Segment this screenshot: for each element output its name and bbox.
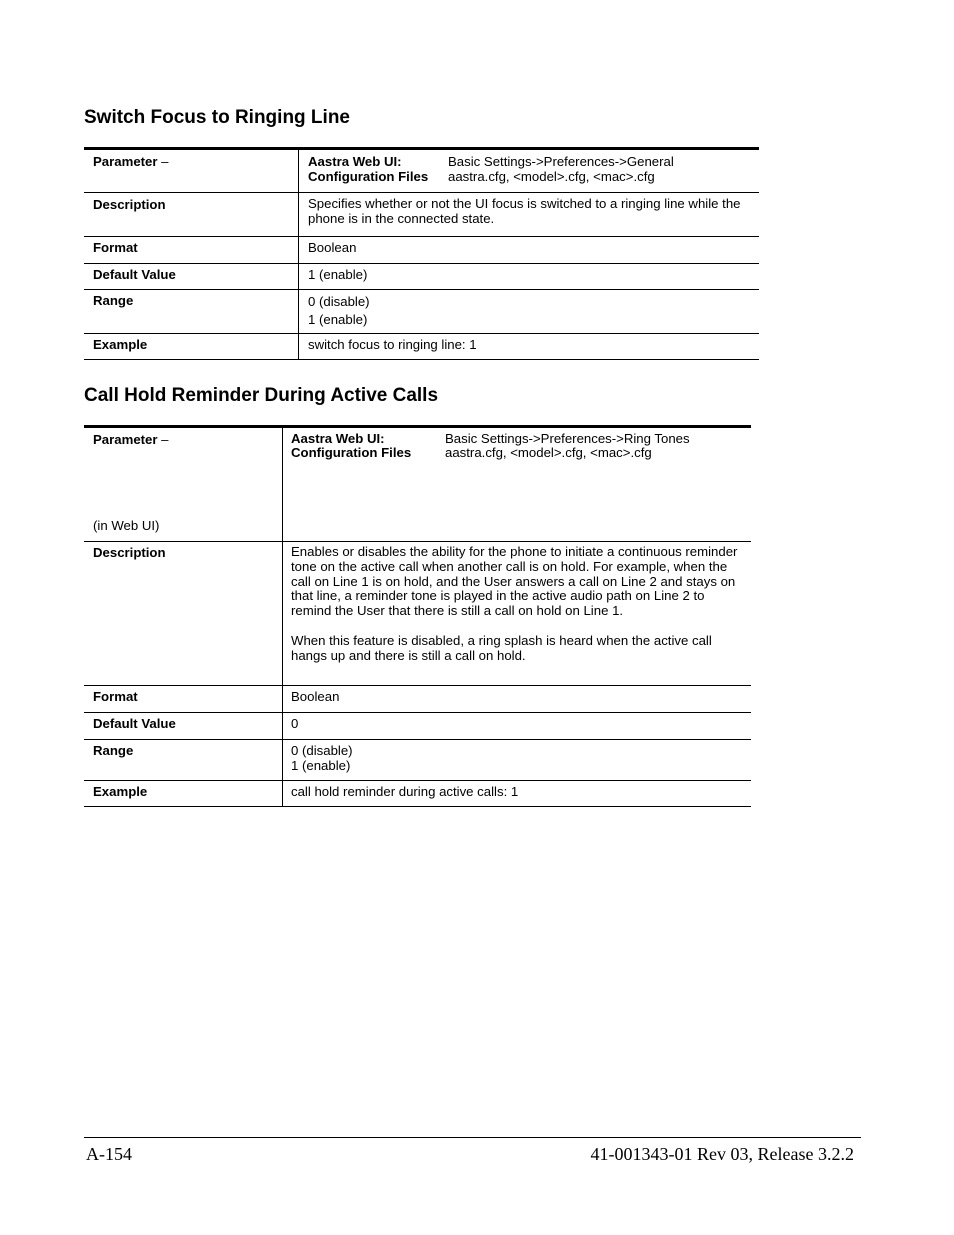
range-line: 1 (enable): [308, 312, 368, 327]
description-text: Specifies whether or not the UI focus is switched to a ringing line while the phone is in the connected state.: [308, 196, 745, 226]
table-row-parameter: [84, 149, 759, 193]
table-row-parameter: [84, 427, 751, 542]
page-number: A-154: [86, 1144, 132, 1164]
row-label: Example: [84, 334, 299, 360]
parameter-label-cell: [84, 149, 299, 193]
row-value: [299, 290, 760, 334]
config-files-value: aastra.cfg, <model>.cfg, <mac>.cfg: [448, 169, 655, 184]
row-label: Range: [84, 740, 283, 781]
description-paragraph: Enables or disables the ability for the phone to initiate a continuous reminder tone on the active call when another call is on hold. For example, when the call on Line 1 is on hold, and the User answers a call on Line 2 and stays on that line, a reminder tone is played in the active audio path on Line 2 to remind the User that there is still a call on hold on Line 1.: [291, 544, 742, 619]
parameter-label-cell: [84, 427, 283, 542]
parameter-sub-label: (in Web UI): [93, 518, 160, 533]
table-row-description: [84, 542, 751, 686]
web-ui-path: Basic Settings->Preferences->General: [448, 154, 674, 169]
parameter-table: [84, 425, 751, 807]
web-ui-path: Basic Settings->Preferences->Ring Tones: [445, 431, 690, 446]
description-paragraph: When this feature is disabled, a ring splash is heard when the active call hangs up and there is still a call on hold.: [291, 632, 716, 663]
parameter-table: [84, 147, 759, 360]
row-label: Range: [84, 290, 299, 334]
row-label: Description: [84, 542, 283, 686]
range-line: 0 (disable): [291, 743, 353, 758]
table-row-example: [84, 781, 751, 807]
section-title: Call Hold Reminder During Active Calls: [84, 385, 439, 406]
table-row-format: [84, 237, 759, 264]
table-row-range: [84, 740, 751, 781]
config-files-key: Configuration Files: [308, 169, 429, 184]
web-ui-key: Aastra Web UI:: [308, 154, 402, 169]
parameter-suffix: –: [157, 432, 169, 447]
row-value: call hold reminder during active calls: 1: [291, 784, 519, 799]
row-label: Description: [84, 193, 299, 237]
table-row-range: [84, 290, 759, 334]
row-label: Default Value: [84, 713, 283, 740]
row-value: [283, 542, 752, 686]
table-row-default-value: [84, 713, 751, 740]
row-value: Boolean: [308, 240, 357, 255]
row-value: [299, 193, 760, 237]
table-row-example: [84, 334, 759, 360]
web-ui-key: Aastra Web UI:: [291, 431, 385, 446]
row-label: Default Value: [84, 264, 299, 290]
table-row-description: [84, 193, 759, 237]
row-value: switch focus to ringing line: 1: [308, 337, 477, 352]
parameter-suffix: –: [157, 154, 169, 169]
footer-divider: [84, 1137, 861, 1138]
document-id: 41-001343-01 Rev 03, Release 3.2.2: [590, 1144, 854, 1164]
row-value: [283, 740, 752, 781]
section-title: Switch Focus to Ringing Line: [84, 107, 350, 128]
config-files-value: aastra.cfg, <model>.cfg, <mac>.cfg: [445, 445, 652, 460]
parameter-sources-cell: [299, 149, 760, 193]
config-files-key: Configuration Files: [291, 445, 412, 460]
row-value: 0: [291, 716, 299, 731]
range-line: 0 (disable): [308, 294, 370, 309]
row-label: Format: [84, 686, 283, 713]
parameter-label: Parameter: [93, 432, 158, 447]
row-value: 1 (enable): [308, 267, 368, 282]
row-label: Example: [84, 781, 283, 807]
row-value: Boolean: [291, 689, 340, 704]
table-row-format: [84, 686, 751, 713]
row-label: Format: [84, 237, 299, 264]
range-line: 1 (enable): [291, 758, 351, 773]
parameter-sources-cell: [283, 427, 752, 542]
table-row-default-value: [84, 264, 759, 290]
parameter-label: Parameter: [93, 154, 158, 169]
